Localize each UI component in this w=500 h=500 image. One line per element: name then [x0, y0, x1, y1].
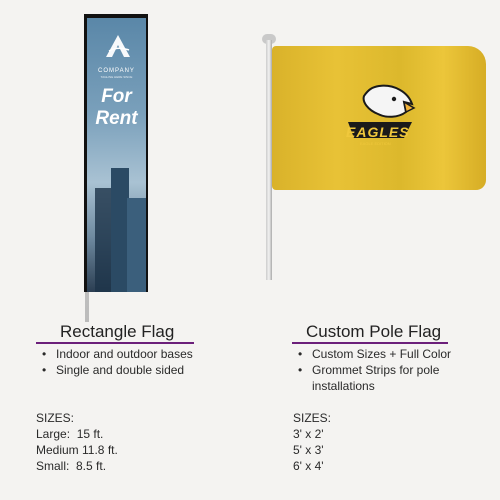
banner-company-text: COMPANY — [98, 68, 135, 74]
size-item: 5' x 3' — [293, 443, 324, 457]
custom-pole-flag-heading: Custom Pole Flag — [306, 322, 442, 341]
eagles-logo-text: EAGLES — [346, 124, 410, 140]
list-item: • Grommet Strips for pole installations — [296, 362, 496, 394]
eagles-logo-subtext: EAGLE EDITION — [360, 141, 391, 146]
size-item: Large: 15 ft. — [36, 427, 104, 441]
banner-rent-text: Rent — [95, 108, 138, 129]
custom-pole-flag-sizes — [293, 410, 331, 474]
custom-flag-cloth — [272, 46, 486, 190]
list-item: • Custom Sizes + Full Color — [296, 346, 496, 362]
sizes-label: SIZES: — [293, 411, 332, 425]
size-item: Small: 8.5 ft. — [36, 459, 107, 473]
list-item: • Single and double sided — [40, 362, 245, 378]
sizes-label: SIZES: — [36, 411, 75, 425]
custom-pole-flag-features — [296, 346, 496, 394]
size-item: Medium 11.8 ft. — [36, 443, 118, 457]
list-item: • Indoor and outdoor bases — [40, 346, 245, 362]
size-item: 3' x 2' — [293, 427, 324, 441]
custom-pole-flag-heading-underline — [292, 342, 448, 344]
banner-for-text: For — [101, 86, 132, 107]
banner-tagline-text: TAGLINE HERE SINCE — [100, 75, 133, 79]
size-item: 6' x 4' — [293, 459, 324, 473]
rectangle-flag-heading: Rectangle Flag — [60, 322, 175, 341]
